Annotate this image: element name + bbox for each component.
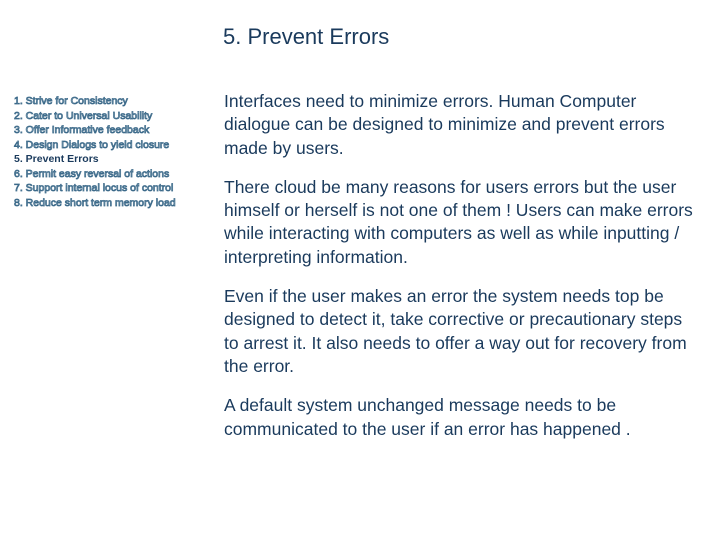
principles-sidebar xyxy=(14,94,204,210)
sidebar-item-reversal-of-actions: 6. Permit easy reversal of actions xyxy=(14,167,170,180)
sidebar-item-dialogs-closure: 4. Design Dialogs to yield closure xyxy=(14,138,170,151)
body-paragraph: A default system unchanged message needs to be communicated to the user if an error has happened . xyxy=(224,395,631,439)
sidebar-item-internal-locus: 7. Support internal locus of control xyxy=(14,182,174,194)
sidebar-item-universal-usability: 2. Cater to Universal Usability xyxy=(14,109,153,122)
body-paragraph: There cloud be many reasons for users errors but the user himself or herself is not one of them ! Users can make errors while interacting with computers as well as while inputting / interpreting information. xyxy=(224,176,693,267)
sidebar-item-short-term-memory: 8. Reduce short term memory load xyxy=(14,196,176,209)
sidebar-item-consistency: 1. Strive for Consistency xyxy=(14,95,128,107)
body-paragraph: Even if the user makes an error the system needs top be designed to detect it, take corrective or precautionary steps to arrest it. It also needs to offer a way out for recovery from the error. xyxy=(224,286,687,376)
slide-body xyxy=(224,90,694,457)
body-paragraph: Interfaces need to minimize errors. Human Computer dialogue can be designed to minimize and prevent errors made by users. xyxy=(224,91,665,158)
sidebar-item-prevent-errors: 5. Prevent Errors xyxy=(14,153,99,165)
slide-title: 5. Prevent Errors xyxy=(223,24,390,49)
sidebar-item-informative-feedback: 3. Offer Informative feedback xyxy=(14,124,150,136)
